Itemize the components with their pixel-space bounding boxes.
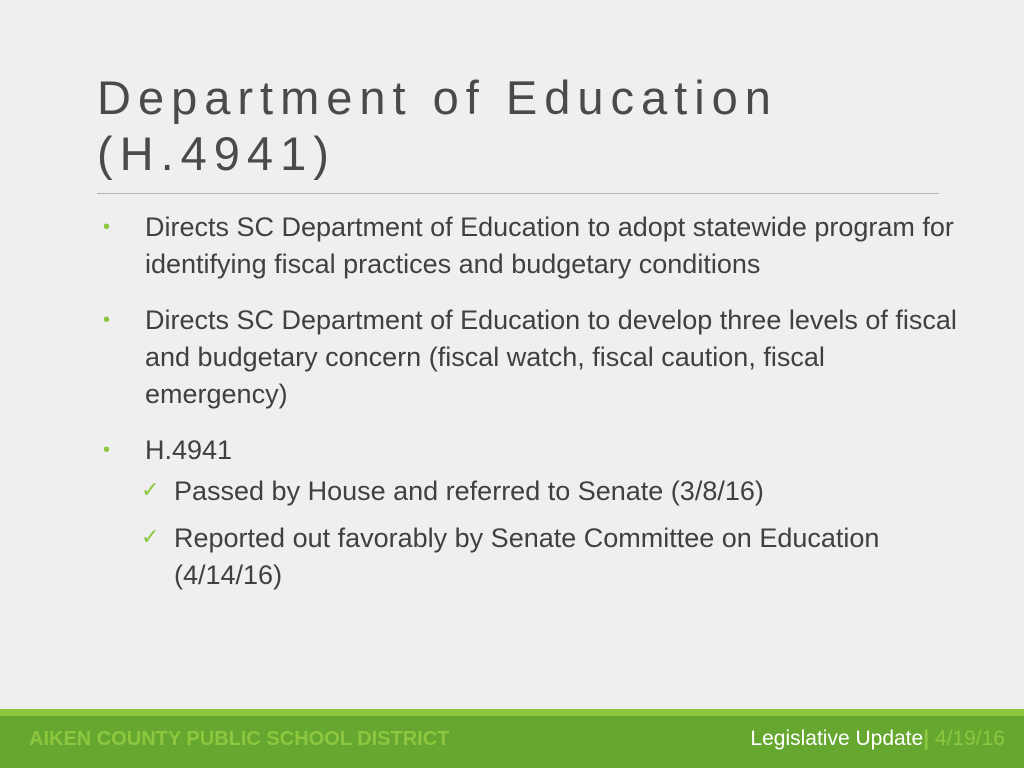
footer-info [750,725,1005,753]
slide-title-line2: (H.4941) [97,127,336,180]
title-divider [97,193,939,194]
footer-presentation-title: Legislative Update [750,727,924,750]
bullet-text: Directs SC Department of Education to develop three levels of fiscal and budgetary concern (fiscal watch, fiscal caution, fiscal emergency) [145,305,957,409]
slide-title [97,70,957,182]
slide-body [103,209,973,613]
footer-accent-bar [0,709,1024,716]
bullet-text: H.4941 [145,435,233,465]
footer-organization: AIKEN COUNTY PUBLIC SCHOOL DISTRICT [29,728,450,750]
sub-bullet-list [141,473,973,594]
sub-bullet-item [141,473,973,510]
bullet-item [103,302,973,413]
sub-bullet-text: Reported out favorably by Senate Committee on Education (4/14/16) [174,523,880,590]
footer-bar [0,716,1024,768]
checkmark-icon: ✓ [141,477,160,502]
bullet-dot-icon: • [103,439,111,461]
sub-bullet-item [141,520,973,594]
slide-title-line1: Department of Education [97,71,778,124]
footer-separator: | [923,727,930,750]
footer-date: 4/19/16 [934,727,1005,750]
checkmark-icon: ✓ [141,524,160,549]
sub-bullet-text: Passed by House and referred to Senate (3/8/16) [174,476,764,506]
bullet-list [103,209,973,594]
bullet-dot-icon: • [103,309,111,331]
bullet-dot-icon: • [103,216,111,238]
bullet-item [103,209,973,283]
bullet-item [103,432,973,594]
bullet-text: Directs SC Department of Education to adopt statewide program for identifying fiscal practices and budgetary conditions [145,212,954,279]
